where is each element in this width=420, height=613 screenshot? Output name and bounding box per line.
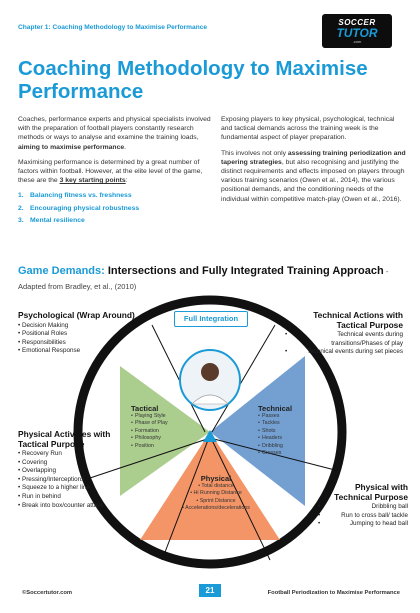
list-item: • Shots [258,428,306,435]
list-item: • Playing Style [131,413,183,420]
physical-activities-block [18,430,118,510]
list-item: • Formation [131,428,183,435]
list-item: • Recovery Run [18,450,118,459]
list-item: • Covering [18,459,118,468]
logo-line3: .com [352,39,362,44]
list-item: • Position [131,443,183,450]
list-item: • Squeeze to a higher line [18,484,118,493]
list-item: • Break into box/counter attack [18,502,118,511]
paragraph-4: This involves not only assessing training periodization and tapering strategies, but also recognising and justifying the distinct requirements and effects imposed on players through various training scenarios (Owen et al., 2014), the various positional demands, and the conditioning needs of the individual within competitive match-play (Owen et al., 2016). [221,149,406,203]
list-item: • Pressing/Interceptions [18,476,118,485]
list-item: • Sprint Distance [166,498,266,505]
footer-copyright: ©Soccertutor.com [22,590,73,596]
list-item: • Philosophy [131,435,183,442]
page-number: 21 [199,584,221,597]
list-item: 2. Encouraging physical robustness [18,204,140,212]
list-item: • Hi Running Distance [166,490,266,497]
list-item: • Run to cross ball/ tackle [318,512,408,521]
full-integration-label: Full Integration [174,311,248,327]
list-item: • Dribbling ball [318,503,408,512]
logo-line1: SOCCER [338,18,376,27]
list-item: • Passes [258,413,306,420]
list-item: • Positional Roles [18,330,138,339]
list-item: • Crosses [258,450,306,457]
physical-activities-title: Physical Activities with Tactical Purpose [18,429,111,449]
technical-actions-block [285,311,403,357]
list-item: • Decision Making [18,322,138,331]
list-item: • Dribbling [258,443,306,450]
psychological-title: Psychological (Wrap Around) [18,310,135,320]
chapter-header: Chapter 1: Coaching Methodology to Maximise Performance [18,24,208,31]
list-item: • Technical events during set pieces [285,348,403,357]
technical-actions-title: Technical Actions with Tactical Purpose [313,310,403,330]
psychological-block [18,311,138,356]
physical-title: Physical [200,474,232,483]
list-item: • Emotional Response [18,347,138,356]
logo-line2: TUTOR [336,26,378,40]
list-item: • Phase of Play [131,420,183,427]
physical-segment-text [166,474,266,513]
list-item: • Tackles [258,420,306,427]
list-item: • Run in behind [18,493,118,502]
player-head [201,363,219,381]
footer-book-title: Football Periodization to Maximise Performance [267,590,400,596]
list-item: • Technical events during transitions/Phases of play [285,331,403,348]
paragraph-1: Coaches, performance experts and physical specialists involved with the preparation of football players constantly research methods or ways to analyse and examine the training loads, aiming to maximise performance. [18,116,211,151]
list-item: 1. Balancing fitness vs. freshness [18,192,132,200]
list-item: • Headers [258,435,306,442]
page-title: Coaching Methodology to Maximise Performance [18,57,368,103]
physical-technical-title: Physical with Technical Purpose [334,482,408,502]
tactical-segment-text [131,404,183,450]
paragraph-3: Exposing players to key physical, psychological, technical and tactical demands across the training week is the fundamental aspect of player preparation. [221,116,395,142]
technical-segment-text [258,404,306,457]
list-item: • Overlapping [18,467,118,476]
paragraph-2: Maximising performance is determined by a great number of factors within football. However, at the elite level of the game, these are the 3 key starting points: [18,158,203,185]
list-item: • Responsibilities [18,339,138,348]
technical-title: Technical [258,404,293,413]
list-item: • Total distance [166,483,266,490]
list-item: 3. Mental resilience [18,216,85,224]
physical-technical-block [318,483,408,529]
list-item: • Accelerations/decelerations [166,505,266,512]
section-title: Game Demands: Intersections and Fully Integrated Training Approach - Adapted from Bradley, et al., (2010) [18,265,389,291]
tactical-title: Tactical [131,404,159,413]
list-item: • Jumping to head ball [318,520,408,529]
